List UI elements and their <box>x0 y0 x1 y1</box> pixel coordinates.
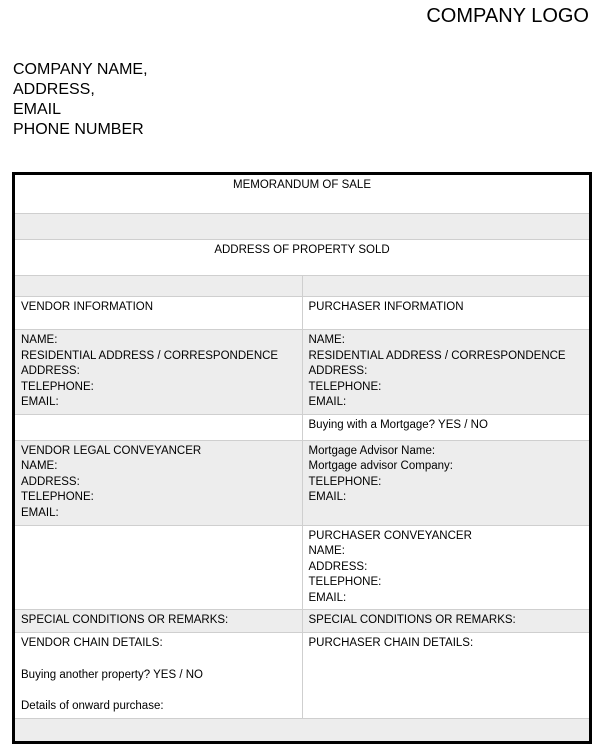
company-logo-text: COMPANY LOGO <box>426 5 589 27</box>
property-address-row <box>14 240 591 276</box>
title-row <box>14 174 591 214</box>
vendor-conveyancer-title: VENDOR LEGAL CONVEYANCER <box>21 444 202 457</box>
shaded-spacer-row-top <box>14 214 591 240</box>
vendor-conveyancer-email-label: EMAIL: <box>21 506 59 519</box>
purchaser-special-conditions-label: SPECIAL CONDITIONS OR REMARKS: <box>302 610 591 633</box>
purchaser-conveyancer-address-label: ADDRESS: <box>308 560 368 573</box>
shaded-spacer-cell <box>14 214 591 240</box>
company-email-line: EMAIL <box>13 101 62 118</box>
vendor-conveyancer-telephone-label: TELEPHONE: <box>21 491 94 503</box>
purchaser-address-label: RESIDENTIAL ADDRESS / CORRESPONDENCE ADDRESS: <box>308 349 566 377</box>
property-address-header: ADDRESS OF PROPERTY SOLD <box>14 240 591 276</box>
vendor-spacer-cell <box>14 276 303 297</box>
purchaser-information-header: PURCHASER INFORMATION <box>302 297 591 330</box>
company-name-line: COMPANY NAME, <box>13 61 148 78</box>
purchaser-email-label: EMAIL: <box>308 396 347 408</box>
mortgage-advisor-email-label: EMAIL: <box>308 491 347 503</box>
purchaser-contact-cell <box>302 330 591 415</box>
chain-details-row <box>14 633 591 719</box>
purchaser-chain-cell <box>302 633 591 719</box>
special-conditions-row <box>14 610 591 633</box>
purchaser-conveyancer-email-label: EMAIL: <box>308 591 347 604</box>
company-address-line: ADDRESS, <box>13 81 95 98</box>
buying-another-property-question: Buying another property? YES / NO <box>21 668 203 681</box>
purchaser-conveyancer-telephone-label: TELEPHONE: <box>308 576 382 588</box>
vendor-name-label: NAME: <box>21 334 58 346</box>
company-details-block <box>13 60 148 140</box>
vendor-email-label: EMAIL: <box>21 396 59 408</box>
vendor-chain-cell <box>14 633 303 719</box>
vendor-information-header: VENDOR INFORMATION <box>14 297 303 330</box>
mortgage-advisor-company-label: Mortgage advisor Company: <box>308 460 453 472</box>
vendor-conveyancer-name-label: NAME: <box>21 460 58 472</box>
contact-details-row <box>14 330 591 415</box>
vendor-contact-cell <box>14 330 303 415</box>
shaded-spacer-row-mid <box>14 276 591 297</box>
shaded-spacer-cell-bottom <box>14 718 591 742</box>
conveyancer-advisor-row <box>14 440 591 525</box>
mortgage-advisor-telephone-label: TELEPHONE: <box>308 475 382 488</box>
memo-title: MEMORANDUM OF SALE <box>14 174 591 214</box>
vendor-conveyancer-cell <box>14 440 303 525</box>
purchaser-conveyancer-name-label: NAME: <box>308 545 345 557</box>
purchaser-telephone-label: TELEPHONE: <box>308 380 382 393</box>
vendor-address-label: RESIDENTIAL ADDRESS / CORRESPONDENCE ADDRESS: <box>21 349 279 377</box>
vendor-telephone-label: TELEPHONE: <box>21 380 94 393</box>
vendor-empty-cell <box>14 414 303 440</box>
mortgage-advisor-cell <box>302 440 591 525</box>
purchaser-name-label: NAME: <box>308 334 345 346</box>
purchaser-chain-label: PURCHASER CHAIN DETAILS: <box>308 637 474 649</box>
mortgage-question-cell: Buying with a Mortgage? YES / NO <box>302 414 591 440</box>
mortgage-advisor-name-label: Mortgage Advisor Name: <box>308 444 436 457</box>
memorandum-of-sale-table <box>12 172 592 744</box>
column-headers-row <box>14 297 591 330</box>
shaded-spacer-row-bottom <box>14 718 591 742</box>
vendor-empty-cell-2 <box>14 525 303 610</box>
mortgage-question-row <box>14 414 591 440</box>
purchaser-spacer-cell <box>302 276 591 297</box>
purchaser-conveyancer-row <box>14 525 591 610</box>
purchaser-conveyancer-title: PURCHASER CONVEYANCER <box>308 529 472 542</box>
vendor-chain-label: VENDOR CHAIN DETAILS: <box>21 637 163 649</box>
purchaser-conveyancer-cell <box>302 525 591 610</box>
vendor-special-conditions-label: SPECIAL CONDITIONS OR REMARKS: <box>14 610 303 633</box>
company-phone-line: PHONE NUMBER <box>13 121 144 138</box>
onward-purchase-label: Details of onward purchase: <box>21 700 164 712</box>
vendor-conveyancer-address-label: ADDRESS: <box>21 475 80 488</box>
